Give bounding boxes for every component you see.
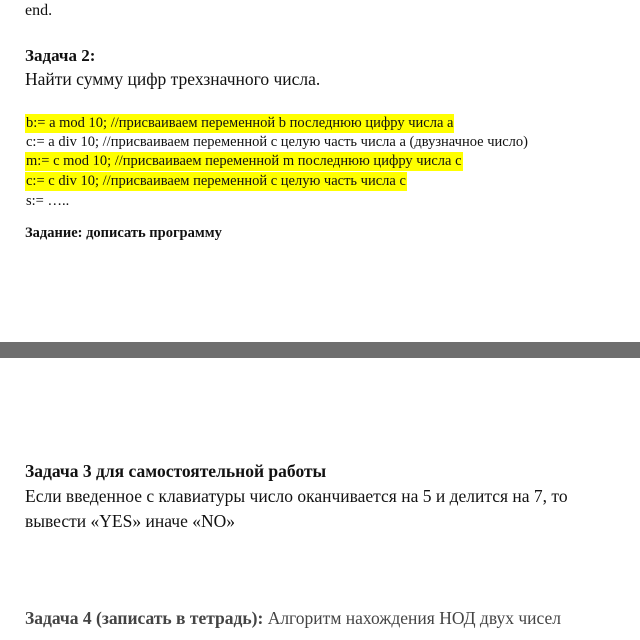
task3-text-line-2: вывести «YES» иначе «NO»: [25, 511, 235, 531]
task2-title: Задача 2:: [25, 46, 96, 65]
end-keyword-text: end.: [25, 2, 53, 19]
task4-line: [25, 608, 561, 629]
task4-title: Задача 4 (записать в тетрадь):: [25, 608, 264, 628]
task2-assignment: Задание: дописать программу: [25, 225, 222, 241]
code-line-1: b:= a mod 10; //присваиваем переменной b последнюю цифру числа a: [26, 115, 454, 131]
code-line-5: s:= …..: [26, 193, 70, 209]
code-line-4: c:= c div 10; //присваиваем переменной c целую часть числа c: [26, 173, 406, 189]
page-separator: [0, 342, 640, 358]
task3-title: Задача 3 для самостоятельной работы: [25, 461, 327, 481]
task3-text-line-1: Если введенное с клавиатуры число оканчивается на 5 и делится на 7, то: [25, 486, 568, 506]
task4-text: Алгоритм нахождения НОД двух чисел: [263, 608, 562, 628]
code-line-2: c:= a div 10; //присваиваем переменной c целую часть числа a (двузначное число): [26, 134, 528, 150]
task2-description: Найти сумму цифр трехзначного числа.: [25, 69, 321, 89]
code-line-3: m:= c mod 10; //присваиваем переменной m последнюю цифру числа c: [26, 153, 462, 169]
